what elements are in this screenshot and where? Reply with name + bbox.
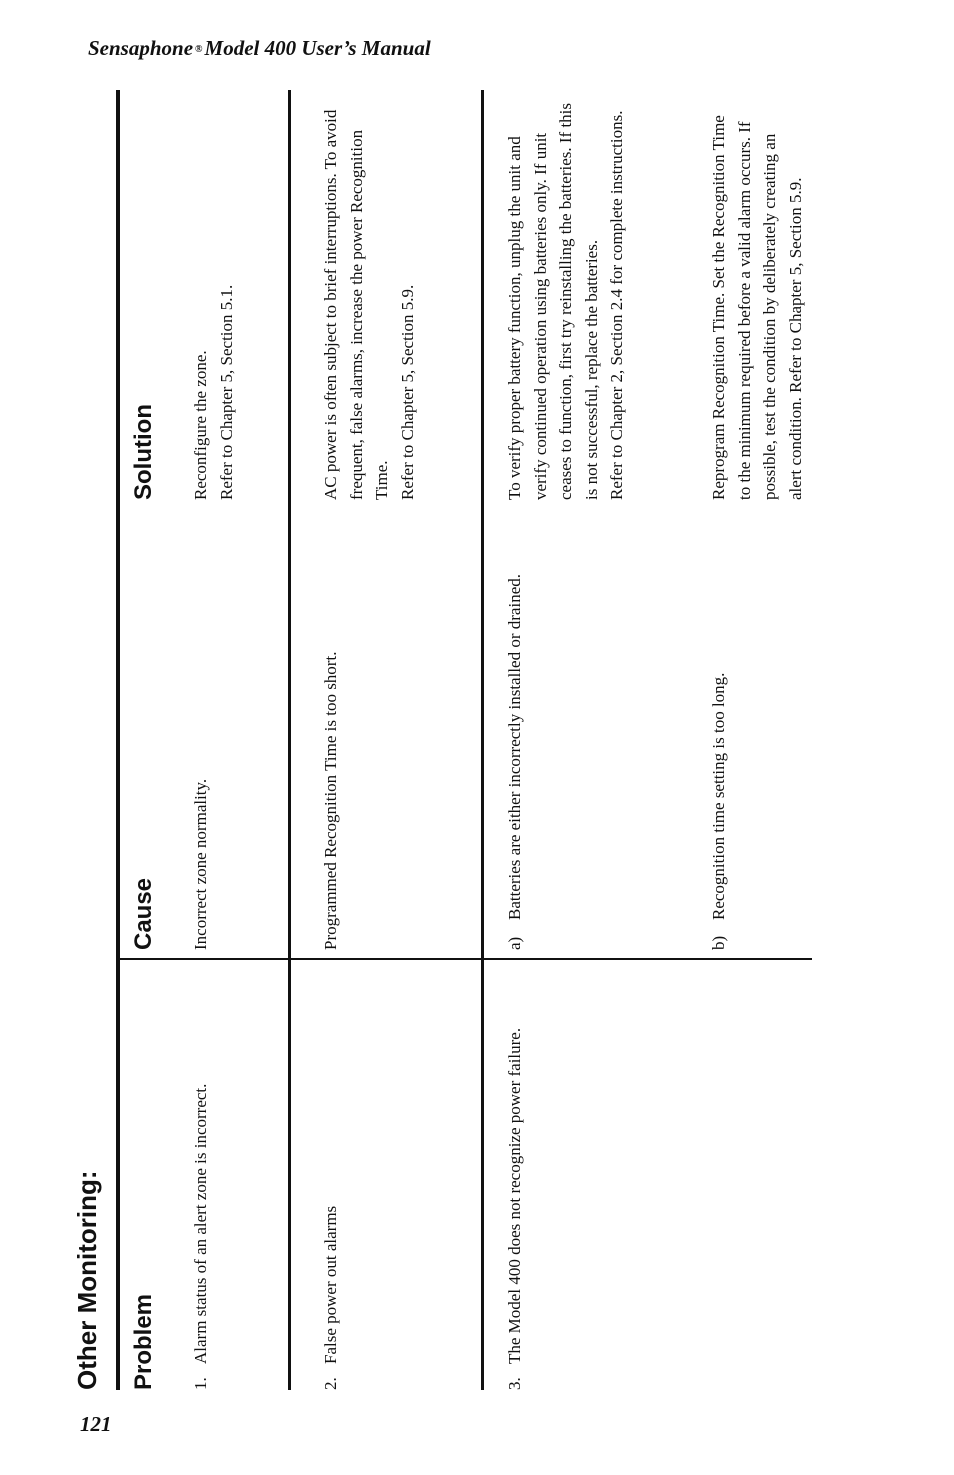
solution-text — [706, 100, 808, 500]
row-rule-1 — [288, 90, 291, 1390]
problem-text: Alarm status of an alert zone is incorrect. — [191, 1083, 210, 1364]
column-header-cause: Cause — [130, 877, 157, 950]
cause-text: Incorrect zone normality. — [191, 778, 210, 950]
solution-text — [188, 80, 239, 500]
solution-line: Reconfigure the zone. — [191, 350, 210, 500]
troubleshooting-table — [72, 90, 812, 1390]
registered-mark: ® — [195, 44, 203, 55]
cause-letter: a) — [505, 936, 524, 950]
solution-line: To verify proper battery function, unplug the unit and verify continued operation using batteries only. If unit ceases to function, first try reinstalling the batteries. If this is not successful, replace the batteries. — [505, 102, 601, 500]
row-rule-2 — [481, 90, 484, 1390]
row-number: 1. — [191, 1377, 210, 1390]
header-title: Model 400 User’s Manual — [204, 36, 431, 60]
header-rule — [116, 90, 120, 1390]
cause-divider — [120, 958, 812, 960]
solution-line: Reprogram Recognition Time. Set the Recognition Time to the minimum required before a valid alarm occurs. If possible, test the condition by deliberately creating an alert condition. Refer to Chapter 5, Section 5.9. — [709, 115, 805, 500]
cause-letter: b) — [709, 935, 728, 950]
solution-line: Refer to Chapter 5, Section 5.1. — [216, 284, 236, 500]
cause-text: Programmed Recognition Time is too short. — [321, 651, 340, 950]
row-number: 3. — [505, 1377, 524, 1390]
solution-text — [318, 90, 420, 500]
solution-text — [502, 92, 630, 500]
cause-text: Batteries are either incorrectly installed or drained. — [505, 574, 524, 920]
solution-line: Refer to Chapter 5, Section 5.9. — [397, 284, 417, 500]
problem-text: False power out alarms — [321, 1205, 340, 1364]
cause-text: Recognition time setting is too long. — [709, 672, 728, 920]
row-number: 2. — [321, 1377, 340, 1390]
column-header-solution: Solution — [130, 404, 157, 500]
solution-line: Refer to Chapter 2, Section 2.4 for complete instructions. — [607, 110, 626, 500]
section-title: Other Monitoring: — [72, 1170, 102, 1390]
solution-line: AC power is often subject to brief interruptions. To avoid frequent, false alarms, increase the power Recognition Time. — [321, 109, 391, 500]
header-brand: Sensaphone — [88, 36, 194, 60]
page-number: 121 — [80, 1412, 112, 1436]
problem-text: The Model 400 does not recognize power failure. — [505, 1027, 524, 1364]
running-header — [88, 36, 431, 61]
column-header-problem: Problem — [130, 1293, 157, 1390]
